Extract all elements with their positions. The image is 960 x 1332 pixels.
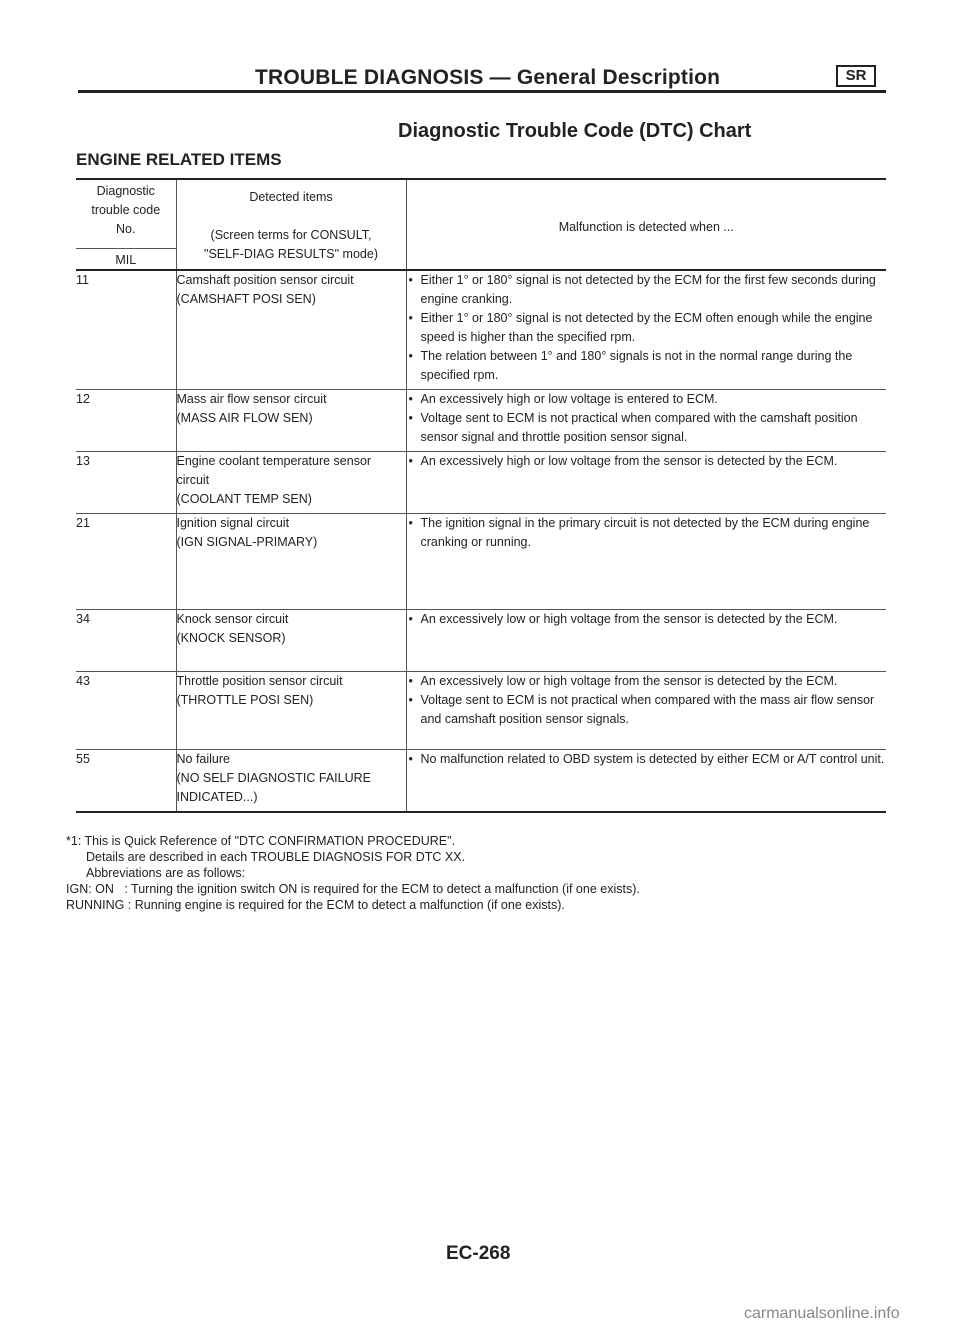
table-row <box>76 609 886 671</box>
chart-title: Diagnostic Trouble Code (DTC) Chart <box>398 120 752 142</box>
footnote-line: *1: This is Quick Reference of "DTC CONFIRMATION PROCEDURE". <box>66 834 456 848</box>
condition-item: • No malfunction related to OBD system is detected by either ECM or A/T control unit. <box>407 750 887 769</box>
detected-item-line: (NO SELF DIAGNOSTIC FAILURE INDICATED...) <box>176 770 371 804</box>
header-detected-line2: (Screen terms for CONSULT, <box>210 228 372 242</box>
header-diag-line1: Diagnostic <box>96 184 155 198</box>
table-row <box>76 513 886 609</box>
header-malfunction: Malfunction is detected when ... <box>406 179 886 270</box>
section-badge: SR <box>836 65 876 87</box>
header-detected-line3: "SELF-DIAG RESULTS" mode) <box>204 247 378 261</box>
malfunction-conditions <box>406 270 886 389</box>
detected-item-line: Throttle position sensor circuit <box>176 673 343 688</box>
condition-item: • An excessively low or high voltage from the sensor is detected by the ECM. <box>407 672 887 691</box>
table-row <box>76 270 886 389</box>
detected-item <box>176 451 406 513</box>
page-header-title: TROUBLE DIAGNOSIS — General Description <box>255 66 721 89</box>
page-number: EC-268 <box>446 1243 511 1264</box>
malfunction-conditions <box>406 451 886 513</box>
watermark: carmanualsonline.info <box>744 1305 900 1322</box>
detected-item-line: (MASS AIR FLOW SEN) <box>176 410 313 425</box>
footnote-line: IGN: ON : Turning the ignition switch ON is required for the ECM to detect a malfunction (if one exists). <box>66 882 640 896</box>
dtc-code: 55 <box>76 751 90 766</box>
detected-item-line: (THROTTLE POSI SEN) <box>176 692 314 707</box>
dtc-table <box>76 178 886 813</box>
detected-item <box>176 389 406 451</box>
detected-item-line: Engine coolant temperature sensor circuit <box>176 453 372 487</box>
condition-item: • Either 1° or 180° signal is not detected by the ECM often enough while the engine speed is higher than the specified rpm. <box>407 309 887 347</box>
detected-item <box>176 609 406 671</box>
dtc-table-body <box>76 270 886 812</box>
malfunction-conditions <box>406 609 886 671</box>
detected-item <box>176 513 406 609</box>
malfunction-conditions <box>406 671 886 749</box>
dtc-code: 34 <box>76 611 90 626</box>
condition-item: • An excessively high or low voltage from the sensor is detected by the ECM. <box>407 452 887 471</box>
header-detected-line1: Detected items <box>249 190 333 204</box>
table-row <box>76 389 886 451</box>
dtc-table-container <box>76 178 886 813</box>
dtc-code: 43 <box>76 673 90 688</box>
detected-item-line: (CAMSHAFT POSI SEN) <box>176 292 316 306</box>
condition-item: • An excessively high or low voltage is entered to ECM. <box>407 390 887 409</box>
condition-item: • Either 1° or 180° signal is not detected by the ECM for the first few seconds during engine cranking. <box>407 271 887 309</box>
malfunction-conditions <box>406 513 886 609</box>
header-mil: MIL <box>76 248 176 270</box>
malfunction-conditions <box>406 749 886 812</box>
dtc-code: 12 <box>76 391 90 406</box>
header-rule <box>78 90 886 93</box>
detected-item <box>176 671 406 749</box>
detected-item-line: Knock sensor circuit <box>176 611 289 626</box>
detected-item-line: (KNOCK SENSOR) <box>176 630 286 645</box>
dtc-code: 21 <box>76 515 90 530</box>
detected-item-line: Ignition signal circuit <box>176 515 290 530</box>
dtc-code: 13 <box>76 453 90 468</box>
condition-item: • Voltage sent to ECM is not practical when compared with the mass air flow sensor and camshaft position sensor signals. <box>407 691 887 729</box>
condition-item: • Voltage sent to ECM is not practical when compared with the camshaft position sensor signal and throttle position sensor signal. <box>407 409 887 447</box>
section-title: ENGINE RELATED ITEMS <box>76 150 282 169</box>
detected-item-line: (IGN SIGNAL-PRIMARY) <box>176 534 318 549</box>
detected-item <box>176 749 406 812</box>
condition-item: • The ignition signal in the primary circuit is not detected by the ECM during engine cranking or running. <box>407 514 887 552</box>
footnote-line: Abbreviations are as follows: <box>86 866 246 880</box>
header-dtc-number <box>76 179 176 270</box>
detected-item-line: Mass air flow sensor circuit <box>176 391 327 406</box>
header-diag-line2: trouble code <box>91 203 161 217</box>
condition-item: • An excessively low or high voltage from the sensor is detected by the ECM. <box>407 610 887 629</box>
detected-item-line: Camshaft position sensor circuit <box>176 273 354 287</box>
footnote-line: Details are described in each TROUBLE DIAGNOSIS FOR DTC XX. <box>86 850 466 864</box>
detected-item-line: No failure <box>176 751 230 766</box>
table-row <box>76 671 886 749</box>
table-row <box>76 451 886 513</box>
detected-item <box>176 270 406 389</box>
header-detected-items <box>176 179 406 270</box>
table-header-row <box>76 179 886 270</box>
header-diag-line3: No. <box>116 222 136 236</box>
condition-item: • The relation between 1° and 180° signals is not in the normal range during the specified rpm. <box>407 347 887 385</box>
dtc-code: 11 <box>76 273 89 287</box>
malfunction-conditions <box>406 389 886 451</box>
footnote-line: RUNNING : Running engine is required for the ECM to detect a malfunction (if one exists). <box>66 898 565 912</box>
footnotes <box>66 833 640 913</box>
detected-item-line: (COOLANT TEMP SEN) <box>176 491 312 506</box>
table-row <box>76 749 886 812</box>
